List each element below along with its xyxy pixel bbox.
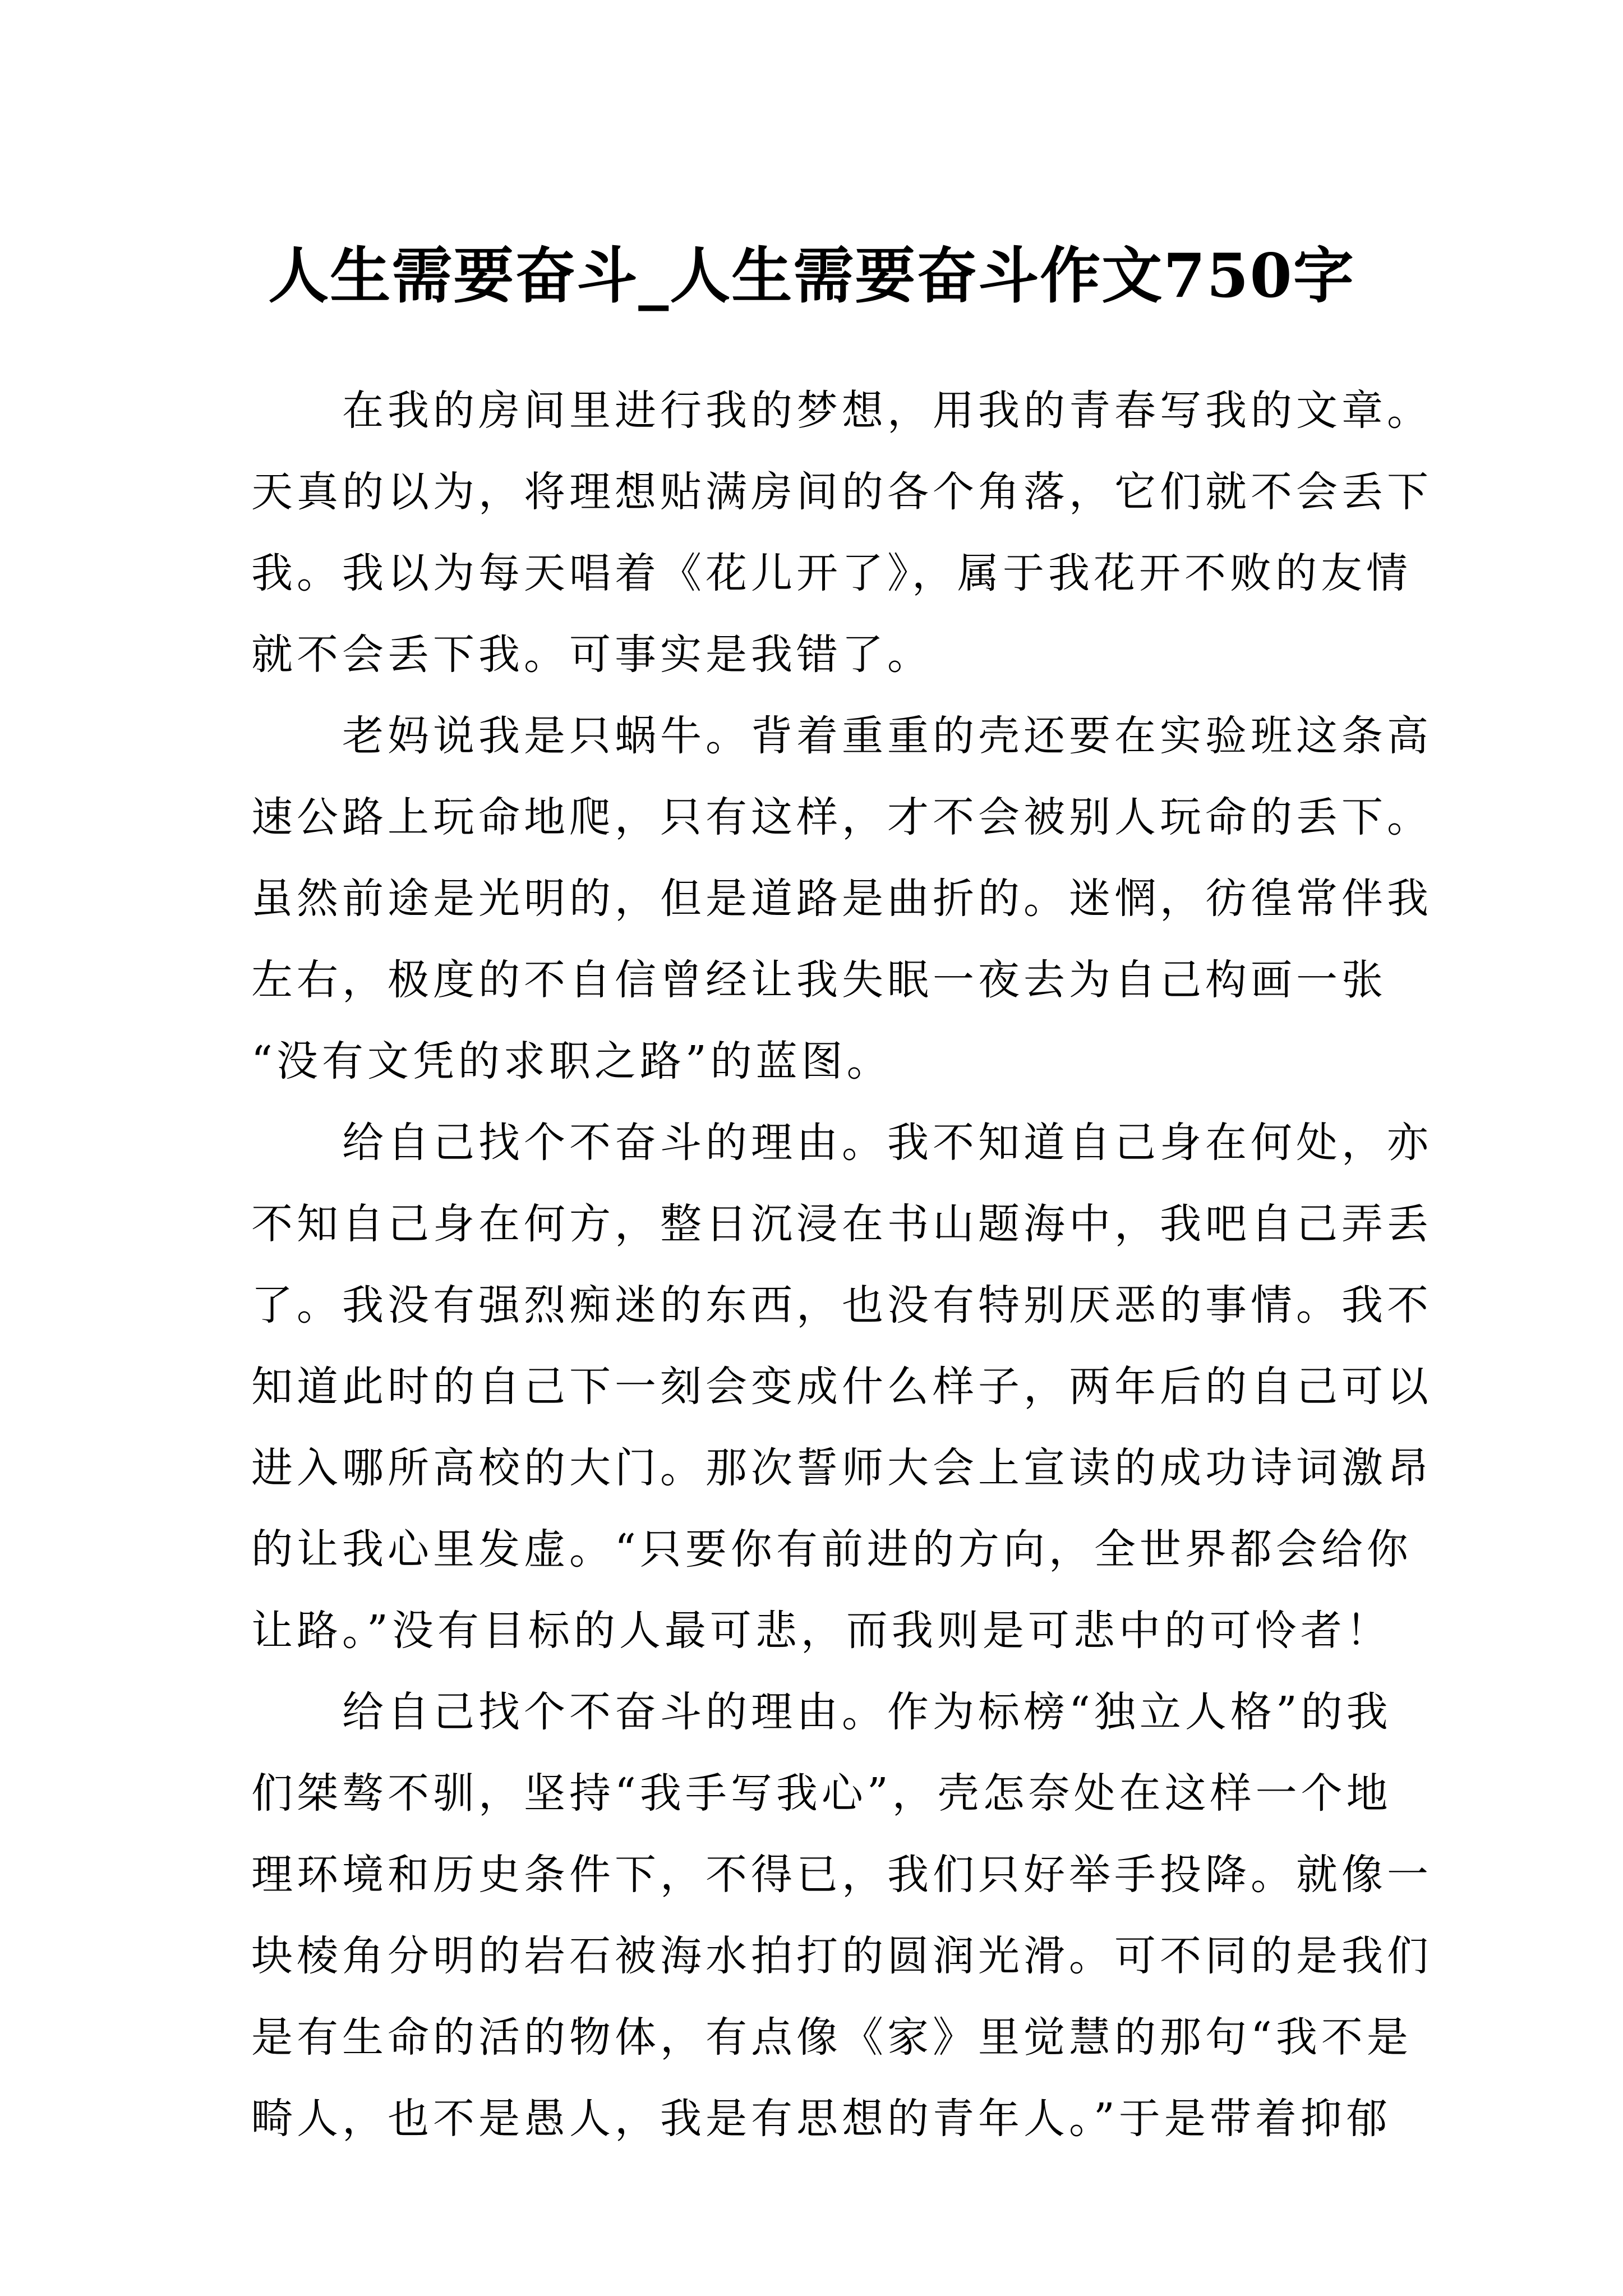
text-line: 知道此时的自己下一刻会变成什么样子，两年后的自己可以 (251, 1363, 1432, 1411)
text-line: 的让我心里发虚。“只要你有前进的方向，全世界都会给你 (251, 1525, 1412, 1573)
paragraph-3 (251, 1102, 1432, 1672)
text-line: 我。我以为每天唱着《花儿开了》，属于我花开不败的友情 (251, 549, 1412, 597)
text-line: 块棱角分明的岩石被海水拍打的圆润光滑。可不同的是我们 (251, 1932, 1432, 1980)
text-line: 理环境和历史条件下，不得已，我们只好举手投降。就像一 (251, 1851, 1432, 1899)
text-line: 在我的房间里进行我的梦想，用我的青春写我的文章。 (342, 386, 1432, 435)
text-line: “没有文凭的求职之路”的蓝图。 (251, 1037, 892, 1085)
text-line: 就不会丢下我。可事实是我错了。 (251, 631, 933, 679)
text-line: 是有生命的活的物体，有点像《家》里觉慧的那句“我不是 (251, 2013, 1412, 2062)
text-line: 让路。”没有目标的人最可悲，而我则是可悲中的可怜者！ (251, 1607, 1391, 1655)
text-line: 了。我没有强烈痴迷的东西，也没有特别厌恶的事情。我不 (251, 1281, 1432, 1329)
paragraph-2 (251, 696, 1432, 1102)
text-line: 左右，极度的不自信曾经让我失眠一夜去为自己构画一张 (251, 956, 1387, 1004)
document-title: 人生需要奋斗_人生需要奋斗作文750字 (268, 241, 1355, 312)
text-line: 老妈说我是只蜗牛。背着重重的壳还要在实验班这条高 (342, 712, 1432, 760)
text-line: 们桀骜不驯，坚持“我手写我心”，壳怎奈处在这样一个地 (251, 1769, 1392, 1818)
paragraph-1 (251, 370, 1432, 696)
text-line: 给自己找个不奋斗的理由。作为标榜“独立人格”的我 (342, 1688, 1392, 1736)
document-body (251, 370, 1432, 2160)
text-line: 不知自己身在何方，整日沉浸在书山题海中，我吧自己弄丢 (251, 1200, 1432, 1248)
text-line: 虽然前途是光明的，但是道路是曲折的。迷惘，彷徨常伴我 (251, 875, 1432, 923)
text-line: 天真的以为，将理想贴满房间的各个角落，它们就不会丢下 (251, 468, 1432, 516)
text-line: 畸人，也不是愚人，我是有思想的青年人。”于是带着抑郁 (251, 2095, 1391, 2143)
text-line: 给自己找个不奋斗的理由。我不知道自己身在何处，亦 (342, 1119, 1432, 1167)
text-line: 进入哪所高校的大门。那次誓师大会上宣读的成功诗词激昂 (251, 1444, 1432, 1492)
text-line: 速公路上玩命地爬，只有这样，才不会被别人玩命的丢下。 (251, 793, 1432, 841)
paragraph-4 (251, 1672, 1432, 2160)
